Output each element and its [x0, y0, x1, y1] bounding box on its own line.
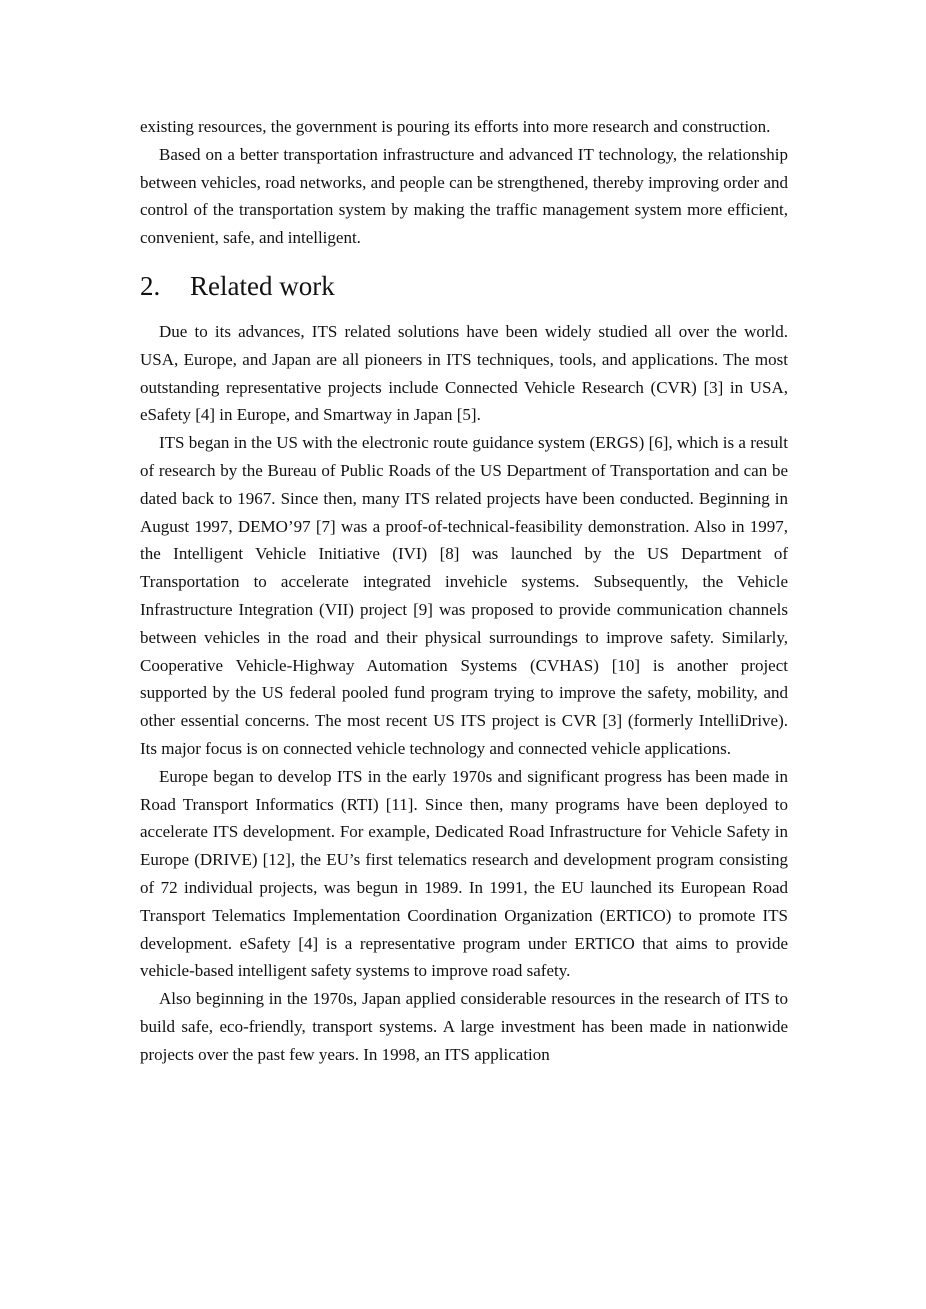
related-work-paragraph-japan: Also beginning in the 1970s, Japan applied considerable resources in the research of ITS to build safe, eco-friendly, transport systems. A large investment has been made in nationwide projects over the past few years. In 1998, an ITS application — [140, 989, 788, 1064]
page-body — [140, 113, 788, 1069]
section-number: 2. — [140, 270, 161, 301]
related-work-paragraph-overview: Due to its advances, ITS related solutions have been widely studied all over the world. USA, Europe, and Japan are all pioneers in ITS techniques, tools, and applications. The most outstanding representative projects include Connected Vehicle Research (CVR) [3] in USA, eSafety [4] in Europe, and Smartway in Japan [5]. — [140, 321, 788, 425]
related-work-paragraph-usa: ITS began in the US with the electronic route guidance system (ERGS) [6], which is a result of research by the Bureau of Public Roads of the US Department of Transportation and can be dated back to 1967. Since then, many ITS related projects have been conducted. Beginning in August 1997, DEMO’97 [7] was a proof-of-technical-feasibility demonstration. Also in 1997, the Intelligent Vehicle Initiative (IVI) [8] was launched by the US Department of Transportation to accelerate integrated invehicle systems. Subsequently, the Vehicle Infrastructure Integration (VII) project [9] was proposed to provide communication channels between vehicles in the road and their physical surroundings to improve safety. Similarly, Cooperative Vehicle-Highway Automation Systems (CVHAS) [10] is another project supported by the US federal pooled fund program trying to improve the safety, mobility, and other essential concerns. The most recent US ITS project is CVR [3] (formerly IntelliDrive). Its major focus is on connected vehicle technology and connected vehicle applications. — [140, 433, 788, 758]
section-heading-related-work — [140, 269, 788, 303]
section-title: Related work — [190, 270, 335, 301]
intro-continuation-paragraph: existing resources, the government is pouring its efforts into more research and construction. — [140, 117, 771, 136]
related-work-paragraph-europe: Europe began to develop ITS in the early 1970s and significant progress has been made in Road Transport Informatics (RTI) [11]. Since then, many programs have been deployed to accelerate ITS development. For example, Dedicated Road Infrastructure for Vehicle Safety in Europe (DRIVE) [12], the EU’s first telematics research and development program consisting of 72 individual projects, was begun in 1989. In 1991, the EU launched its European Road Transport Telematics Implementation Coordination Organization (ERTICO) to promote ITS development. eSafety [4] is a representative program under ERTICO that aims to provide vehicle-based intelligent safety systems to improve road safety. — [140, 766, 788, 981]
intro-closing-paragraph: Based on a better transportation infrastructure and advanced IT technology, the relationship between vehicles, road networks, and people can be strengthened, thereby improving order and control of the transportation system by making the traffic management system more efficient, convenient, safe, and intelligent. — [140, 144, 788, 248]
